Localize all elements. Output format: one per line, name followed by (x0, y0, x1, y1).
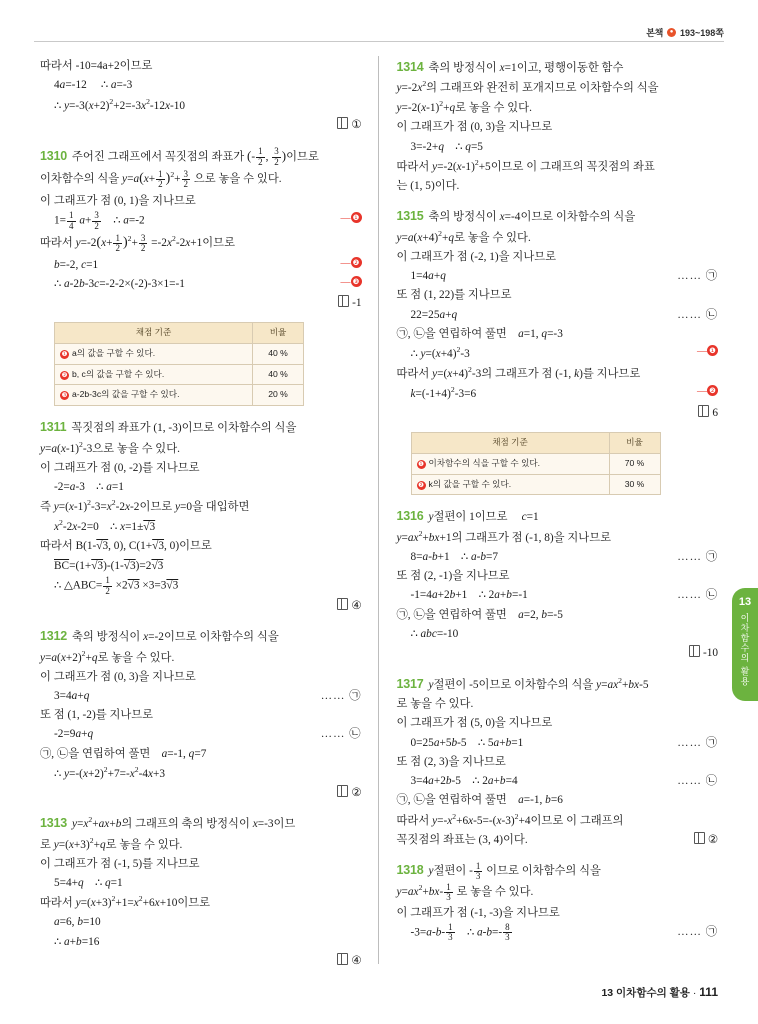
content-columns (40, 56, 718, 968)
equation-ref: …… ㉠ (677, 925, 718, 938)
solution-line: ② 꼭짓점의 좌표는 (3, 4)이다. (397, 831, 719, 849)
side-tab-number: 13 (738, 596, 752, 608)
table-row (411, 453, 660, 474)
problem-1312 (40, 626, 362, 802)
solution-line: ㉠, ㉡을 연립하여 풀면 a=1, q=-3 (396, 327, 563, 340)
solution-line: $x^2-2x-2=0$ ∴ x=1±√3 (54, 518, 156, 534)
solution-line: ∴ $y=-(x+2)^2+7=-x^2-4x+3$ (54, 765, 166, 780)
header-page-range: 193~198쪽 (680, 28, 724, 38)
problem-heading: 1318 y절편이 - $\frac{1}{3}$ 이므로 이차함수의 식을 (396, 860, 601, 881)
rubric-text: a-2b-3c의 값을 구할 수 있다. (72, 389, 180, 400)
solution-line: — ❷ b=-2, c=1 (40, 256, 362, 274)
solution-line: 또 점 (2, 3)을 지나므로 (396, 755, 506, 768)
solution-line: -2=a-3 ∴ a=1 (54, 481, 124, 494)
problem-1313 (40, 813, 362, 970)
solution-line: 즉 $y=(x-1)^2-3=x^2-2x-2$이므로 y=0을 대입하면 (40, 498, 250, 514)
solution-line: …… ㉠ -3=a-b- $\frac{1}{3}$ ∴ a-b=- $\frac{8}{3}$ (410, 921, 718, 943)
solution-line: 따라서 $y=(x+4)^2-3$의 그래프가 점 (-1, k)를 지나므로 (396, 365, 641, 381)
solution-line: ∴ a+b=16 (54, 935, 100, 948)
rubric-text: k의 값을 구할 수 있다. (428, 478, 512, 489)
answer-book-icon (338, 295, 349, 307)
step-marker-2: — ❷ (341, 256, 362, 272)
problem-heading: 1316 y절편이 1이므로 c=1 (396, 509, 539, 524)
solution-line: ∴ abc=-10 (410, 628, 459, 641)
solution-line: 이 그래프가 점 (0, 1)을 지나므로 (40, 194, 196, 207)
continued-solution-block (40, 57, 362, 134)
header-dot-icon: ● (667, 28, 676, 37)
solution-line: — ❶ 1= $\frac{1}{4}$ a+ $\frac{3}{2}$ ∴ a=-2 (40, 211, 362, 231)
problem-number: 1318 (396, 863, 424, 878)
step-marker-3: — ❸ (341, 275, 362, 291)
rubric-criteria-header: 채점 기준 (411, 432, 609, 453)
page-header (646, 26, 724, 39)
header-label: 본책 (646, 28, 664, 38)
problem-heading: 1313 $y=x^2+ax+b$의 그래프의 축의 방정식이 x=-3이므 (40, 815, 296, 831)
solution-line: 따라서 $y=-2(x-1)^2+5$이므로 이 그래프의 꼭짓점의 좌표 (396, 158, 655, 173)
solution-line: 이차함수의 식을 y=a(x+ $\frac{1}{2}$ )$^2$+ $\frac{3}{2}$ 으로 놓을 수 있다. (40, 168, 282, 190)
solution-line: 이 그래프가 점 (0, 3)을 지나므로 (396, 121, 553, 134)
problem-1311 (40, 417, 362, 615)
step-marker-1: — ❶ (697, 344, 718, 360)
solution-line: …… ㉡ -2=9a+q (40, 725, 362, 743)
answer-value: -10 (702, 647, 718, 660)
rubric-mark-icon: ❸ (61, 392, 68, 400)
problem-number: 1313 (40, 816, 68, 831)
right-column (379, 56, 719, 964)
equation-ref: …… ㉠ (677, 270, 718, 283)
problem-heading: 1315 축의 방정식이 x=-4이므로 이차함수의 식을 (396, 209, 636, 224)
answer-book-icon (689, 645, 700, 657)
rubric-criterion (55, 343, 253, 364)
problem-1315 (397, 206, 719, 495)
step-marker-1: — ❶ (341, 211, 362, 227)
rubric-ratio-header: 비율 (609, 432, 660, 453)
equation-ref: …… ㉠ (677, 736, 718, 749)
answer-line (40, 294, 362, 312)
answer-line (694, 831, 718, 849)
answer-value: 6 (712, 407, 718, 420)
answer-book-icon (698, 405, 709, 417)
solution-line: 이 그래프가 점 (-1, 5)를 지나므로 (40, 857, 200, 870)
solution-line: ㉠, ㉡을 연립하여 풀면 a=-1, b=6 (396, 794, 563, 807)
solution-line: 이 그래프가 점 (0, -2)를 지나므로 (40, 461, 200, 474)
rubric-criterion (55, 385, 253, 406)
table-row (55, 385, 304, 406)
solution-line: — ❶ ∴ $y=(x+4)^2-3$ (397, 344, 719, 363)
rubric-text: 이차함수의 식을 구할 수 있다. (428, 457, 541, 468)
solution-line: $\overline{BC}=(1+√3)-(1-√3)=2√3$ (54, 559, 164, 572)
solution-line: 로 놓을 수 있다. (396, 697, 474, 710)
solution-line: 따라서 B(1-√3, 0), C(1+√3, 0)이므로 (40, 540, 212, 553)
solution-line: 이 그래프가 점 (5, 0)을 지나므로 (396, 717, 553, 730)
footer-chapter: 13 이차함수의 활용 (601, 987, 690, 999)
page-footer (601, 985, 718, 1000)
solution-line: 는 (1, 5)이다. (396, 180, 460, 193)
problem-number: 1312 (40, 629, 68, 644)
solution-line: 이 그래프가 점 (-2, 1)을 지나므로 (396, 250, 557, 263)
footer-page-number: 111 (699, 985, 718, 999)
solution-line: — ❸ ∴ a-2b-3c=-2-2×(-2)-3×1=-1 (40, 275, 362, 293)
solution-line: a=6, b=10 (54, 916, 101, 929)
equation-ref: …… ㉡ (320, 728, 362, 741)
rubric-ratio: 70 % (609, 453, 660, 474)
solution-line: $y=a(x-1)^2-3$으로 놓을 수 있다. (40, 439, 180, 455)
problem-heading: 1314 축의 방정식이 x=1이고, 평행이동한 함수 (396, 60, 624, 74)
problem-number: 1314 (396, 60, 424, 74)
solution-line: 또 점 (2, -1)을 지나므로 (396, 570, 510, 583)
answer-value: ② (351, 787, 362, 800)
problem-1314 (397, 57, 719, 195)
rubric-mark-icon: ❷ (61, 371, 68, 379)
problem-number: 1317 (396, 676, 424, 691)
table-header-row (411, 432, 660, 453)
solution-line: ∴ △ABC= $\frac{1}{2}$ ×2√3 ×3=3√3 (54, 575, 179, 596)
rubric-criterion (411, 474, 609, 495)
rubric-ratio: 40 % (253, 364, 304, 385)
rubric-mark-icon: ❶ (418, 460, 424, 468)
problem-heading: 1310 주어진 그래프에서 꼭짓점의 좌표가 (- $\frac{1}{2}$ , $\frac{3}{2}$ )이므로 (40, 146, 319, 167)
answer-book-icon (337, 117, 348, 129)
answer-value: ① (351, 118, 362, 131)
equation-ref: …… ㉡ (677, 589, 718, 602)
solution-line: $y=ax^2+bx+1$의 그래프가 점 (-1, 8)을 지나므로 (396, 528, 612, 544)
rubric-text: b, c의 값을 구할 수 있다. (72, 368, 165, 379)
solution-line: ㉠, ㉡을 연립하여 풀면 a=2, b=-5 (396, 608, 563, 621)
problem-number: 1316 (396, 509, 424, 524)
rubric-ratio-header: 비율 (253, 322, 304, 343)
solution-line: …… ㉠ 8=a-b+1 ∴ a-b=7 (397, 548, 719, 566)
answer-book-icon (337, 598, 348, 610)
solution-line: 5=4+q ∴ q=1 (54, 877, 123, 890)
solution-line: ㉠, ㉡을 연립하여 풀면 a=-1, q=7 (40, 747, 207, 760)
problem-heading: 1317 y절편이 -5이므로 이차함수의 식을 $y=ax^2+bx-5$ (396, 675, 649, 691)
solution-line: …… ㉡ -1=4a+2b+1 ∴ 2a+b=-1 (397, 586, 719, 604)
rubric-mark-icon: ❶ (61, 350, 68, 358)
solution-line: 4a=-12 ∴ a=-3 (54, 79, 133, 92)
problem-1318 (397, 860, 719, 943)
answer-line (40, 784, 362, 802)
solution-line: 또 점 (1, -2)를 지나므로 (40, 709, 154, 722)
problem-1317 (397, 674, 719, 849)
solution-line: 3=-2+q ∴ q=5 (410, 140, 483, 153)
problem-number: 1310 (40, 148, 68, 163)
solution-line: 또 점 (1, 22)를 지나므로 (396, 289, 512, 302)
solution-line: …… ㉡ 3=4a+2b-5 ∴ 2a+b=4 (397, 772, 719, 790)
solution-line: $y=ax^2+bx-$ $\frac{1}{3}$ 로 놓을 수 있다. (396, 881, 534, 903)
side-tab-text: 이차함수의 활용 (739, 613, 750, 687)
solution-line: ∴ $y=-3(x+2)^2+2=-3x^2-12x-10$ (54, 96, 186, 112)
footer-separator: · (692, 987, 697, 999)
solution-line: …… ㉠ 0=25a+5b-5 ∴ 5a+b=1 (397, 734, 719, 752)
rubric-ratio: 20 % (253, 385, 304, 406)
solution-line: 따라서 -10=4a+2이므로 (40, 60, 153, 72)
answer-value: ④ (351, 955, 362, 968)
rubric-ratio: 40 % (253, 343, 304, 364)
table-row (55, 343, 304, 364)
rubric-table-1315 (411, 432, 661, 496)
problem-number: 1311 (40, 420, 67, 435)
equation-ref: …… ㉠ (677, 550, 718, 563)
answer-book-icon (694, 832, 705, 844)
answer-line (40, 116, 362, 134)
rubric-criterion (55, 364, 253, 385)
answer-book-icon (337, 953, 348, 965)
header-rule (34, 41, 724, 42)
answer-line (40, 597, 362, 615)
answer-book-icon (337, 785, 348, 797)
problem-1310 (40, 145, 362, 406)
problem-number: 1315 (396, 209, 424, 224)
solution-line: 따라서 $y=(x+3)^2+1=x^2+6x+10$이므로 (40, 894, 211, 910)
table-row (55, 364, 304, 385)
rubric-criterion (411, 453, 609, 474)
left-column (40, 56, 378, 968)
solution-line: 따라서 y=-2(x+ $\frac{1}{2}$ )$^2$+ $\frac{3}{2}$ $=-2x^2-2x+1$이므로 (40, 232, 236, 254)
step-marker-2: — ❷ (697, 384, 718, 400)
solution-line: $y=-2(x-1)^2+q$로 놓을 수 있다. (396, 99, 532, 115)
equation-ref: …… ㉡ (677, 775, 718, 788)
solution-line: …… ㉡ 22=25a+q (397, 306, 719, 324)
table-header-row (55, 322, 304, 343)
answer-line (397, 644, 719, 662)
chapter-side-tab (732, 588, 758, 701)
answer-line (397, 404, 719, 422)
solution-line: …… ㉠ 3=4a+q (40, 687, 362, 705)
rubric-criteria-header: 채점 기준 (55, 322, 253, 343)
answer-value: -1 (352, 297, 362, 310)
solution-line: 이 그래프가 점 (-1, -3)을 지나므로 (396, 906, 560, 919)
solution-line: 로 $y=(x+3)^2+q$로 놓을 수 있다. (40, 835, 183, 851)
answer-value: ② (707, 833, 718, 846)
solution-line: — ❷ $k=(-1+4)^2-3=6$ (397, 384, 719, 403)
answer-value: ④ (351, 599, 362, 612)
rubric-text: a의 값을 구할 수 있다. (72, 347, 156, 358)
solution-line: 이 그래프가 점 (0, 3)을 지나므로 (40, 670, 196, 683)
answer-line (40, 952, 362, 970)
solution-line: $y=-2x^2$의 그래프와 완전히 포개지므로 이차함수의 식을 (396, 79, 659, 95)
problem-1316 (397, 506, 719, 662)
problem-heading: 1312 축의 방정식이 x=-2이므로 이차함수의 식을 (40, 629, 279, 644)
solution-line: 따라서 $y=-x^2+6x-5=-(x-3)^2+4$이므로 이 그래프의 (396, 811, 624, 827)
problem-heading: 1311 꼭짓점의 좌표가 (1, -3)이므로 이차함수의 식을 (40, 420, 297, 435)
table-row (411, 474, 660, 495)
equation-ref: …… ㉠ (320, 689, 362, 702)
rubric-mark-icon: ❷ (418, 481, 424, 489)
solution-line: $y=a(x+4)^2+q$로 놓을 수 있다. (396, 228, 531, 244)
solution-line: …… ㉠ 1=4a+q (397, 267, 719, 285)
rubric-ratio: 30 % (609, 474, 660, 495)
equation-ref: …… ㉡ (677, 308, 718, 321)
solution-line: $y=a(x+2)^2+q$로 놓을 수 있다. (40, 648, 175, 664)
rubric-table-1310 (54, 322, 304, 407)
